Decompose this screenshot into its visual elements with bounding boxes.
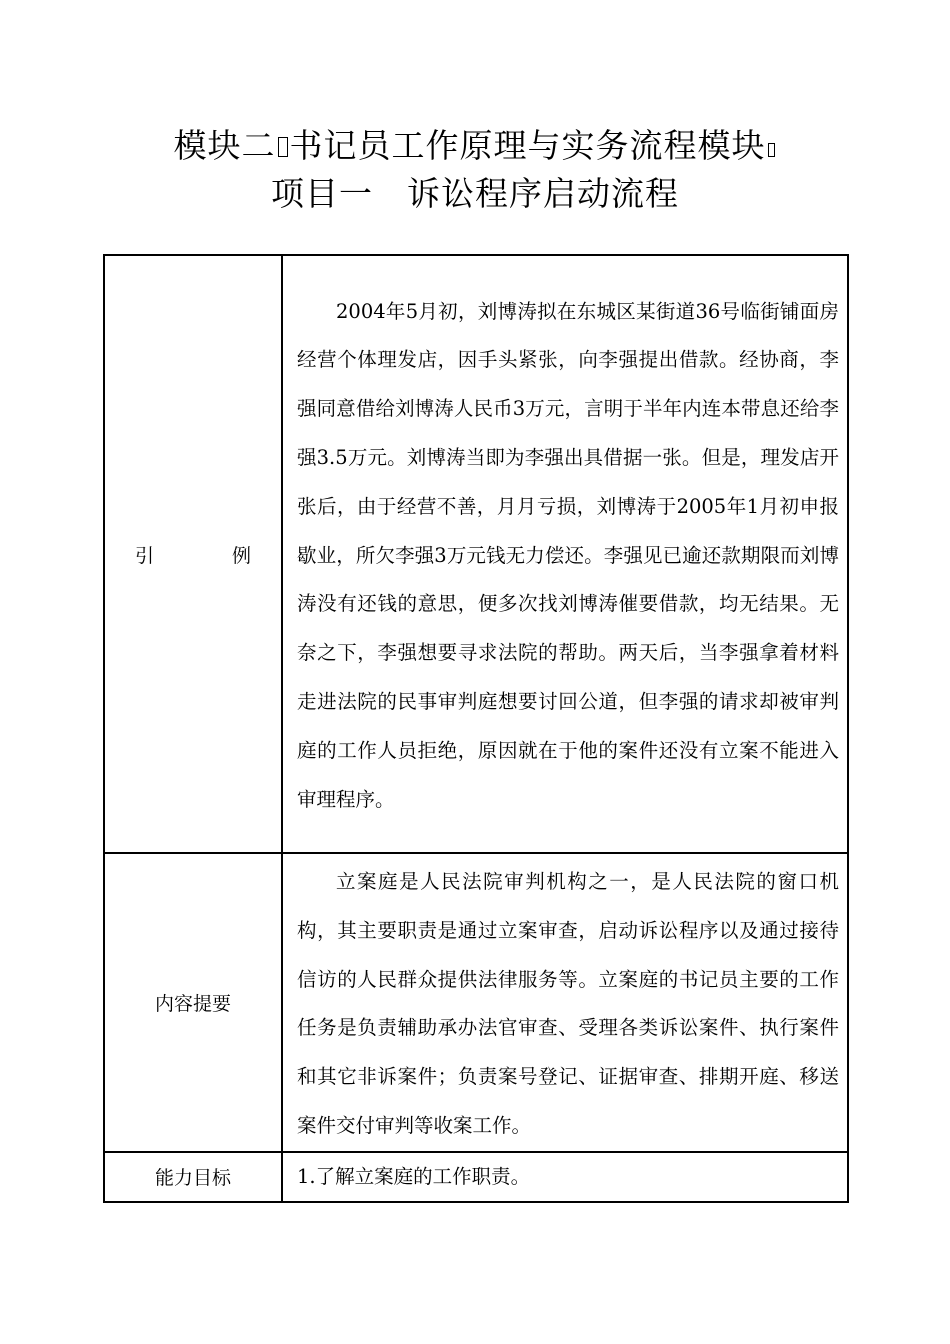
summary-content-cell <box>282 853 848 1152</box>
objectives-text: 1.了解立案庭的工作职责。 <box>297 1164 531 1188</box>
info-table <box>103 254 849 1203</box>
example-text: 2004年5月初，刘博涛拟在东城区某街道36号临街铺面房经营个体理发店，因手头紧张，向李强提出借款。经协商，李强同意借给刘博涛人民币3万元，言明于半年内连本带息还给李强3.5万元。刘博涛当即为李强出具借据一张。但是，理发店开张后，由于经营不善，月月亏损，刘博涛于2005年1月初申报歇业，所欠李强3万元钱无力偿还。李强见已逾还款期限而刘博涛没有还钱的意思，便多次找刘博涛催要借款，均无结果。无奈之下，李强想要寻求法院的帮助。两天后，当李强拿着材料走进法院的民事审判庭想要讨回公道，但李强的请求却被审判庭的工作人员拒绝，原因就在于他的案件还没有立案不能进入审理程序。 <box>297 299 839 811</box>
module-title <box>0 126 950 166</box>
table-row-objectives <box>104 1152 848 1202</box>
placeholder-box-icon <box>768 143 775 157</box>
objectives-label: 能力目标 <box>104 1152 282 1202</box>
module-title-part1: 模块二 <box>173 126 276 165</box>
example-content-cell <box>282 255 848 853</box>
module-title-part2: 书记员工作原理与实务流程模块 <box>289 126 766 165</box>
example-label-cell <box>104 255 282 853</box>
summary-label: 内容提要 <box>104 853 282 1152</box>
example-label-char-1: 引 <box>135 544 155 567</box>
example-label-char-2: 例 <box>231 544 251 567</box>
objectives-content-cell <box>282 1152 848 1202</box>
summary-text: 立案庭是人民法院审判机构之一，是人民法院的窗口机构，其主要职责是通过立案审查，启动诉讼程序以及通过接待信访的人民群众提供法律服务等。立案庭的书记员主要的工作任务是负责辅助承办法官审查、受理各类诉讼案件、执行案件和其它非诉案件；负责案号登记、证据审查、排期开庭、移送案件交付审判等收案工作。 <box>297 870 839 1137</box>
table-row-example <box>104 255 848 853</box>
placeholder-box-icon <box>278 137 288 157</box>
table-row-summary <box>104 853 848 1152</box>
project-title: 项目一 诉讼程序启动流程 <box>271 174 679 213</box>
